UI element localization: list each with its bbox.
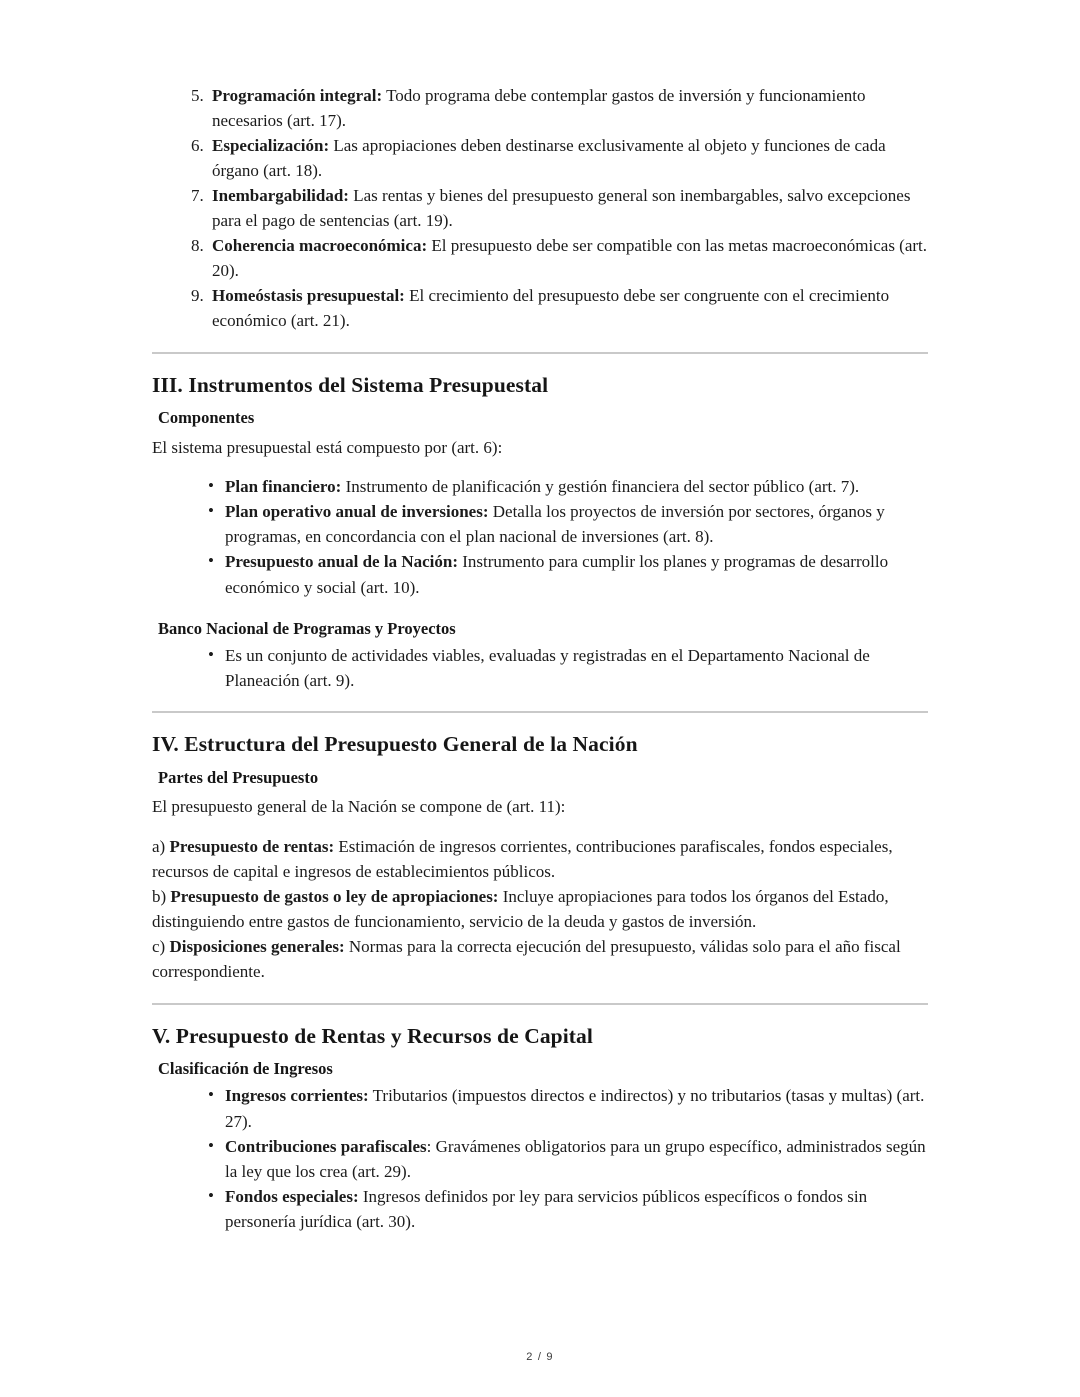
list-item-term: Plan operativo anual de inversiones:	[225, 502, 489, 522]
section-title-iv: IV. Estructura del Presupuesto General de la Nación	[152, 732, 638, 757]
lettered-item-term: Presupuesto de rentas:	[169, 836, 335, 856]
page-number: 2 / 9	[526, 1351, 554, 1363]
lettered-item-term: Presupuesto de gastos o ley de apropiaciones:	[170, 886, 499, 906]
list-item	[208, 1083, 928, 1133]
lettered-item-letter: a)	[152, 836, 170, 856]
lettered-item-letter: c)	[152, 937, 170, 957]
section-title-iii: III. Instrumentos del Sistema Presupuestal	[152, 372, 549, 397]
lettered-item-a	[152, 834, 928, 884]
lettered-item-text: Estimación de ingresos corrientes, contribuciones parafiscales, fondos especiales, recursos de capital e ingresos de establecimientos públicos.	[152, 836, 893, 881]
list-item-text: Las rentas y bienes del presupuesto general son inembargables, salvo excepciones para el pago de sentencias (art. 19).	[212, 185, 911, 230]
list-item-term: Ingresos corrientes:	[225, 1086, 369, 1106]
section-iii-intro: El sistema presupuestal está compuesto por (art. 6):	[152, 437, 503, 457]
list-item	[208, 134, 928, 184]
list-item	[208, 184, 928, 234]
list-item-term: Coherencia macroeconómica:	[212, 235, 428, 255]
list-item	[208, 643, 928, 693]
list-item-term: Especialización:	[212, 135, 330, 155]
list-item-term: Contribuciones parafiscales	[225, 1136, 427, 1156]
list-item	[208, 1134, 928, 1184]
list-item-text: Las apropiaciones deben destinarse exclusivamente al objeto y funciones de cada órgano (art. 18).	[212, 135, 886, 180]
subsection-title-partes: Partes del Presupuesto	[158, 768, 319, 787]
subsection-title-componentes: Componentes	[158, 408, 255, 428]
section-title-v: V. Presupuesto de Rentas y Recursos de Capital	[152, 1023, 593, 1048]
ingresos-bullet-list	[152, 1083, 928, 1234]
subsection-title-banco: Banco Nacional de Programas y Proyectos	[158, 618, 456, 638]
list-item-term: Plan financiero:	[225, 476, 342, 496]
list-item	[208, 284, 928, 334]
list-item-text: Instrumento de planificación y gestión financiera del sector público (art. 7).	[341, 476, 860, 496]
lettered-item-text: Incluye apropiaciones para todos los órganos del Estado, distinguiendo entre gastos de funcionamiento, servicio de la deuda y gastos de inversión.	[152, 886, 889, 932]
list-item-text: Instrumento para cumplir los planes y programas de desarrollo económico y social (art. 10).	[225, 552, 889, 597]
list-item-text: Tributarios (impuestos directos e indirectos) y no tributarios (tasas y multas) (art. 27).	[225, 1086, 925, 1131]
lettered-item-c	[152, 934, 928, 984]
lettered-item-text: Normas para la correcta ejecución del presupuesto, válidas solo para el año fiscal correspondiente.	[152, 937, 901, 982]
list-item-term: Fondos especiales:	[225, 1187, 359, 1207]
lettered-item-b	[152, 884, 928, 934]
list-item-text: El presupuesto debe ser compatible con las metas macroeconómicas (art. 20).	[212, 235, 928, 280]
list-item-term: Inembargabilidad:	[212, 185, 349, 205]
section-iv-intro: El presupuesto general de la Nación se compone de (art. 11):	[152, 797, 566, 817]
lettered-item-letter: b)	[152, 886, 171, 906]
banco-bullet-list	[152, 643, 928, 693]
list-item	[208, 1184, 928, 1234]
list-item-text: Detalla los proyectos de inversión por sectores, órganos y programas, en concordancia con el plan nacional de inversiones (art. 8).	[225, 502, 885, 547]
list-item	[208, 234, 928, 284]
list-item-text: Es un conjunto de actividades viables, evaluadas y registradas en el Departamento Nacional de Planeación (art. 9).	[225, 646, 870, 691]
list-item-text: El crecimiento del presupuesto debe ser congruente con el crecimiento económico (art. 21).	[212, 285, 890, 330]
list-item	[208, 474, 928, 499]
list-item-text: Todo programa debe contemplar gastos de inversión y funcionamiento necesarios (art. 17).	[212, 86, 866, 130]
lettered-item-term: Disposiciones generales:	[169, 937, 345, 957]
list-item	[208, 499, 928, 549]
list-item-term: Homeóstasis presupuestal:	[212, 285, 405, 305]
page-footer	[0, 1351, 1080, 1363]
componentes-bullet-list	[152, 474, 928, 600]
subsection-title-clasificacion: Clasificación de Ingresos	[158, 1059, 333, 1079]
list-item-term: Programación integral:	[212, 86, 383, 105]
list-item	[208, 549, 928, 599]
list-item	[208, 84, 928, 134]
list-item-term: Presupuesto anual de la Nación:	[225, 552, 458, 572]
document-content	[152, 84, 928, 1234]
principles-numbered-list	[152, 84, 928, 334]
list-item-text: : Gravámenes obligatorios para un grupo específico, administrados según la ley que los crea (art. 29).	[225, 1136, 926, 1181]
list-item-text: Ingresos definidos por ley para servicios públicos específicos o fondos sin personería jurídica (art. 30).	[225, 1187, 868, 1232]
